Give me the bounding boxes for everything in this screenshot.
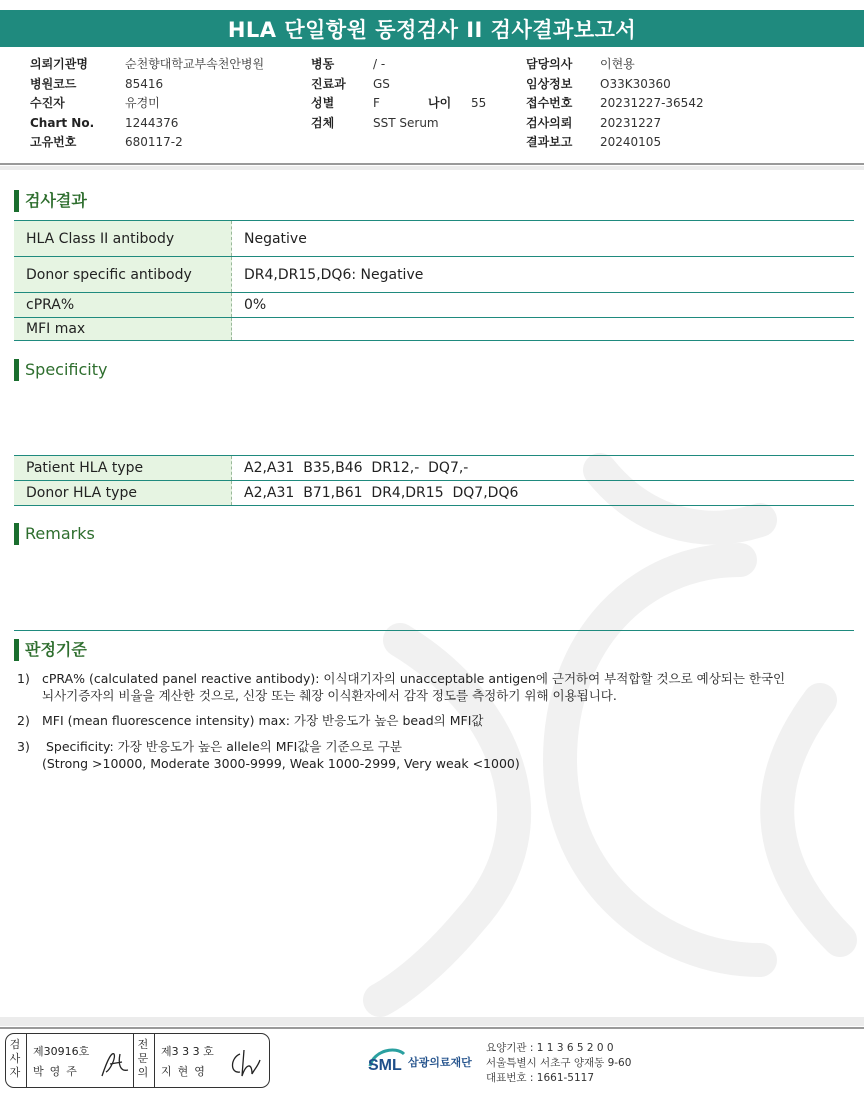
stamp-divider bbox=[154, 1034, 155, 1087]
result-value: 0% bbox=[232, 293, 855, 318]
section-specificity-title: Specificity bbox=[14, 359, 107, 381]
info-label: 진료과 bbox=[311, 76, 346, 91]
stamp-char: 검 bbox=[9, 1038, 21, 1051]
section-results-title: 검사결과 bbox=[14, 190, 87, 212]
info-value: 20240105 bbox=[600, 135, 662, 149]
info-col2-labels bbox=[311, 55, 346, 133]
specialist-number: 제3 3 3 호 bbox=[161, 1045, 214, 1058]
section-criteria-title: 판정기준 bbox=[14, 639, 87, 661]
result-label: Donor specific antibody bbox=[14, 257, 232, 293]
table-row bbox=[14, 257, 854, 293]
info-col3-labels bbox=[526, 55, 572, 153]
contact-info bbox=[486, 1041, 631, 1086]
examiner-number: 제30916호 bbox=[33, 1045, 90, 1058]
table-row bbox=[14, 481, 854, 506]
info-value: O33K30360 bbox=[600, 76, 671, 91]
info-value: 20231227-36542 bbox=[600, 96, 704, 110]
hla-value: A2,A31 B71,B61 DR4,DR15 DQ7,DQ6 bbox=[232, 481, 855, 506]
age-value: 55 bbox=[471, 96, 487, 110]
criteria-text: (Strong >10000, Moderate 3000-9999, Weak 1000-2999, Very weak <1000) bbox=[42, 756, 520, 771]
info-label: 검사의뢰 bbox=[526, 115, 573, 130]
result-label: cPRA% bbox=[14, 293, 232, 318]
header-divider bbox=[0, 163, 864, 165]
criteria-divider bbox=[14, 630, 854, 631]
info-label: Chart No. bbox=[30, 115, 95, 130]
info-label: 성별 bbox=[311, 96, 335, 110]
criteria-text: Specificity: 가장 반응도가 높은 allele의 MFI값을 기준으로 구분 bbox=[42, 739, 402, 754]
criteria-number: 3) bbox=[17, 739, 30, 754]
info-value: 순천향대학교부속천안병원 bbox=[125, 57, 265, 71]
contact-line: 대표번호 : 1661-5117 bbox=[486, 1072, 595, 1084]
stamp-char: 문 bbox=[137, 1052, 149, 1065]
hla-label: Patient HLA type bbox=[14, 456, 232, 481]
logo-text: SML bbox=[368, 1057, 402, 1074]
info-col1-labels bbox=[30, 55, 94, 153]
age-label-wrap bbox=[428, 94, 451, 114]
contact-line: 요양기관 : 1 1 3 6 5 2 0 0 bbox=[486, 1042, 614, 1054]
stamp-char: 전 bbox=[137, 1038, 149, 1051]
table-row bbox=[14, 456, 854, 481]
specialist-signature bbox=[226, 1046, 264, 1080]
stamp-divider bbox=[133, 1034, 134, 1087]
footer-band bbox=[0, 1017, 864, 1026]
report-title: HLA 단일항원 동정검사 II 검사결과보고서 bbox=[0, 10, 864, 47]
age-label: 나이 bbox=[428, 96, 452, 110]
info-col1-values bbox=[125, 55, 264, 153]
table-row bbox=[14, 318, 854, 341]
info-label: 결과보고 bbox=[526, 135, 573, 149]
info-value: 85416 bbox=[125, 76, 164, 91]
info-label: 의뢰기관명 bbox=[30, 57, 88, 71]
criteria-item bbox=[14, 670, 854, 710]
result-value: Negative bbox=[232, 221, 855, 257]
table-row bbox=[14, 293, 854, 318]
company-name: 삼광의료재단 bbox=[408, 1056, 472, 1069]
contact-line: 서울특별시 서초구 양재동 9-60 bbox=[486, 1057, 632, 1069]
stamp-char: 자 bbox=[9, 1066, 21, 1079]
info-value: 1244376 bbox=[125, 115, 179, 130]
info-value: 유경미 bbox=[125, 96, 160, 110]
criteria-text: MFI (mean fluorescence intensity) max: 가장 반응도가 높은 bead의 MFI값 bbox=[42, 713, 484, 728]
examiner-stamp-label bbox=[8, 1038, 22, 1080]
info-label: 검체 bbox=[311, 115, 335, 130]
criteria-item bbox=[14, 712, 854, 732]
criteria-text: cPRA% (calculated panel reactive antibody): 이식대기자의 unacceptable antigen에 근거하여 부적합할 것으로 예상되는 한국인 bbox=[42, 671, 786, 686]
info-label: 병동 bbox=[311, 57, 335, 71]
info-label: 수진자 bbox=[30, 96, 65, 110]
specialist-stamp-label bbox=[136, 1038, 150, 1080]
info-value: F bbox=[373, 96, 380, 110]
result-value: DR4,DR15,DQ6: Negative bbox=[232, 257, 855, 293]
stamp-char: 사 bbox=[9, 1052, 21, 1065]
criteria-item bbox=[14, 738, 854, 778]
result-label: MFI max bbox=[14, 318, 232, 341]
footer-divider bbox=[0, 1027, 864, 1029]
info-value: 680117-2 bbox=[125, 135, 183, 149]
examiner-name: 박영주 bbox=[33, 1065, 83, 1078]
criteria-text: 뇌사기증자의 비율을 계산한 것으로, 신장 또는 췌장 이식환자에서 감작 정도를 측정하기 위해 이용됩니다. bbox=[42, 688, 617, 703]
result-label: HLA Class II antibody bbox=[14, 221, 232, 257]
signature-box bbox=[5, 1033, 270, 1088]
header-divider-shadow bbox=[0, 166, 864, 170]
age-value-wrap bbox=[471, 94, 486, 114]
sml-logo-icon bbox=[366, 1040, 408, 1080]
table-row bbox=[14, 221, 854, 257]
result-value bbox=[232, 318, 855, 341]
stamp-char: 의 bbox=[137, 1066, 149, 1079]
info-col3-values bbox=[600, 55, 704, 153]
examiner-signature bbox=[98, 1048, 132, 1080]
criteria-number: 2) bbox=[17, 713, 30, 728]
info-label: 접수번호 bbox=[526, 96, 573, 110]
hla-label: Donor HLA type bbox=[14, 481, 232, 506]
info-label: 고유번호 bbox=[30, 135, 77, 149]
info-value: / - bbox=[373, 57, 386, 71]
info-value: 20231227 bbox=[600, 115, 662, 130]
results-table bbox=[14, 220, 854, 341]
hla-type-table bbox=[14, 455, 854, 506]
criteria-number: 1) bbox=[17, 671, 30, 686]
specialist-name: 지현영 bbox=[161, 1065, 211, 1078]
section-remarks-title: Remarks bbox=[14, 523, 95, 545]
info-value: SST Serum bbox=[373, 115, 439, 130]
info-value: GS bbox=[373, 76, 390, 91]
stamp-divider bbox=[26, 1034, 27, 1087]
info-label: 임상정보 bbox=[526, 76, 573, 91]
hla-value: A2,A31 B35,B46 DR12,- DQ7,- bbox=[232, 456, 855, 481]
info-label: 병원코드 bbox=[30, 76, 77, 91]
info-value: 이현용 bbox=[600, 57, 635, 71]
info-label: 담당의사 bbox=[526, 57, 573, 71]
